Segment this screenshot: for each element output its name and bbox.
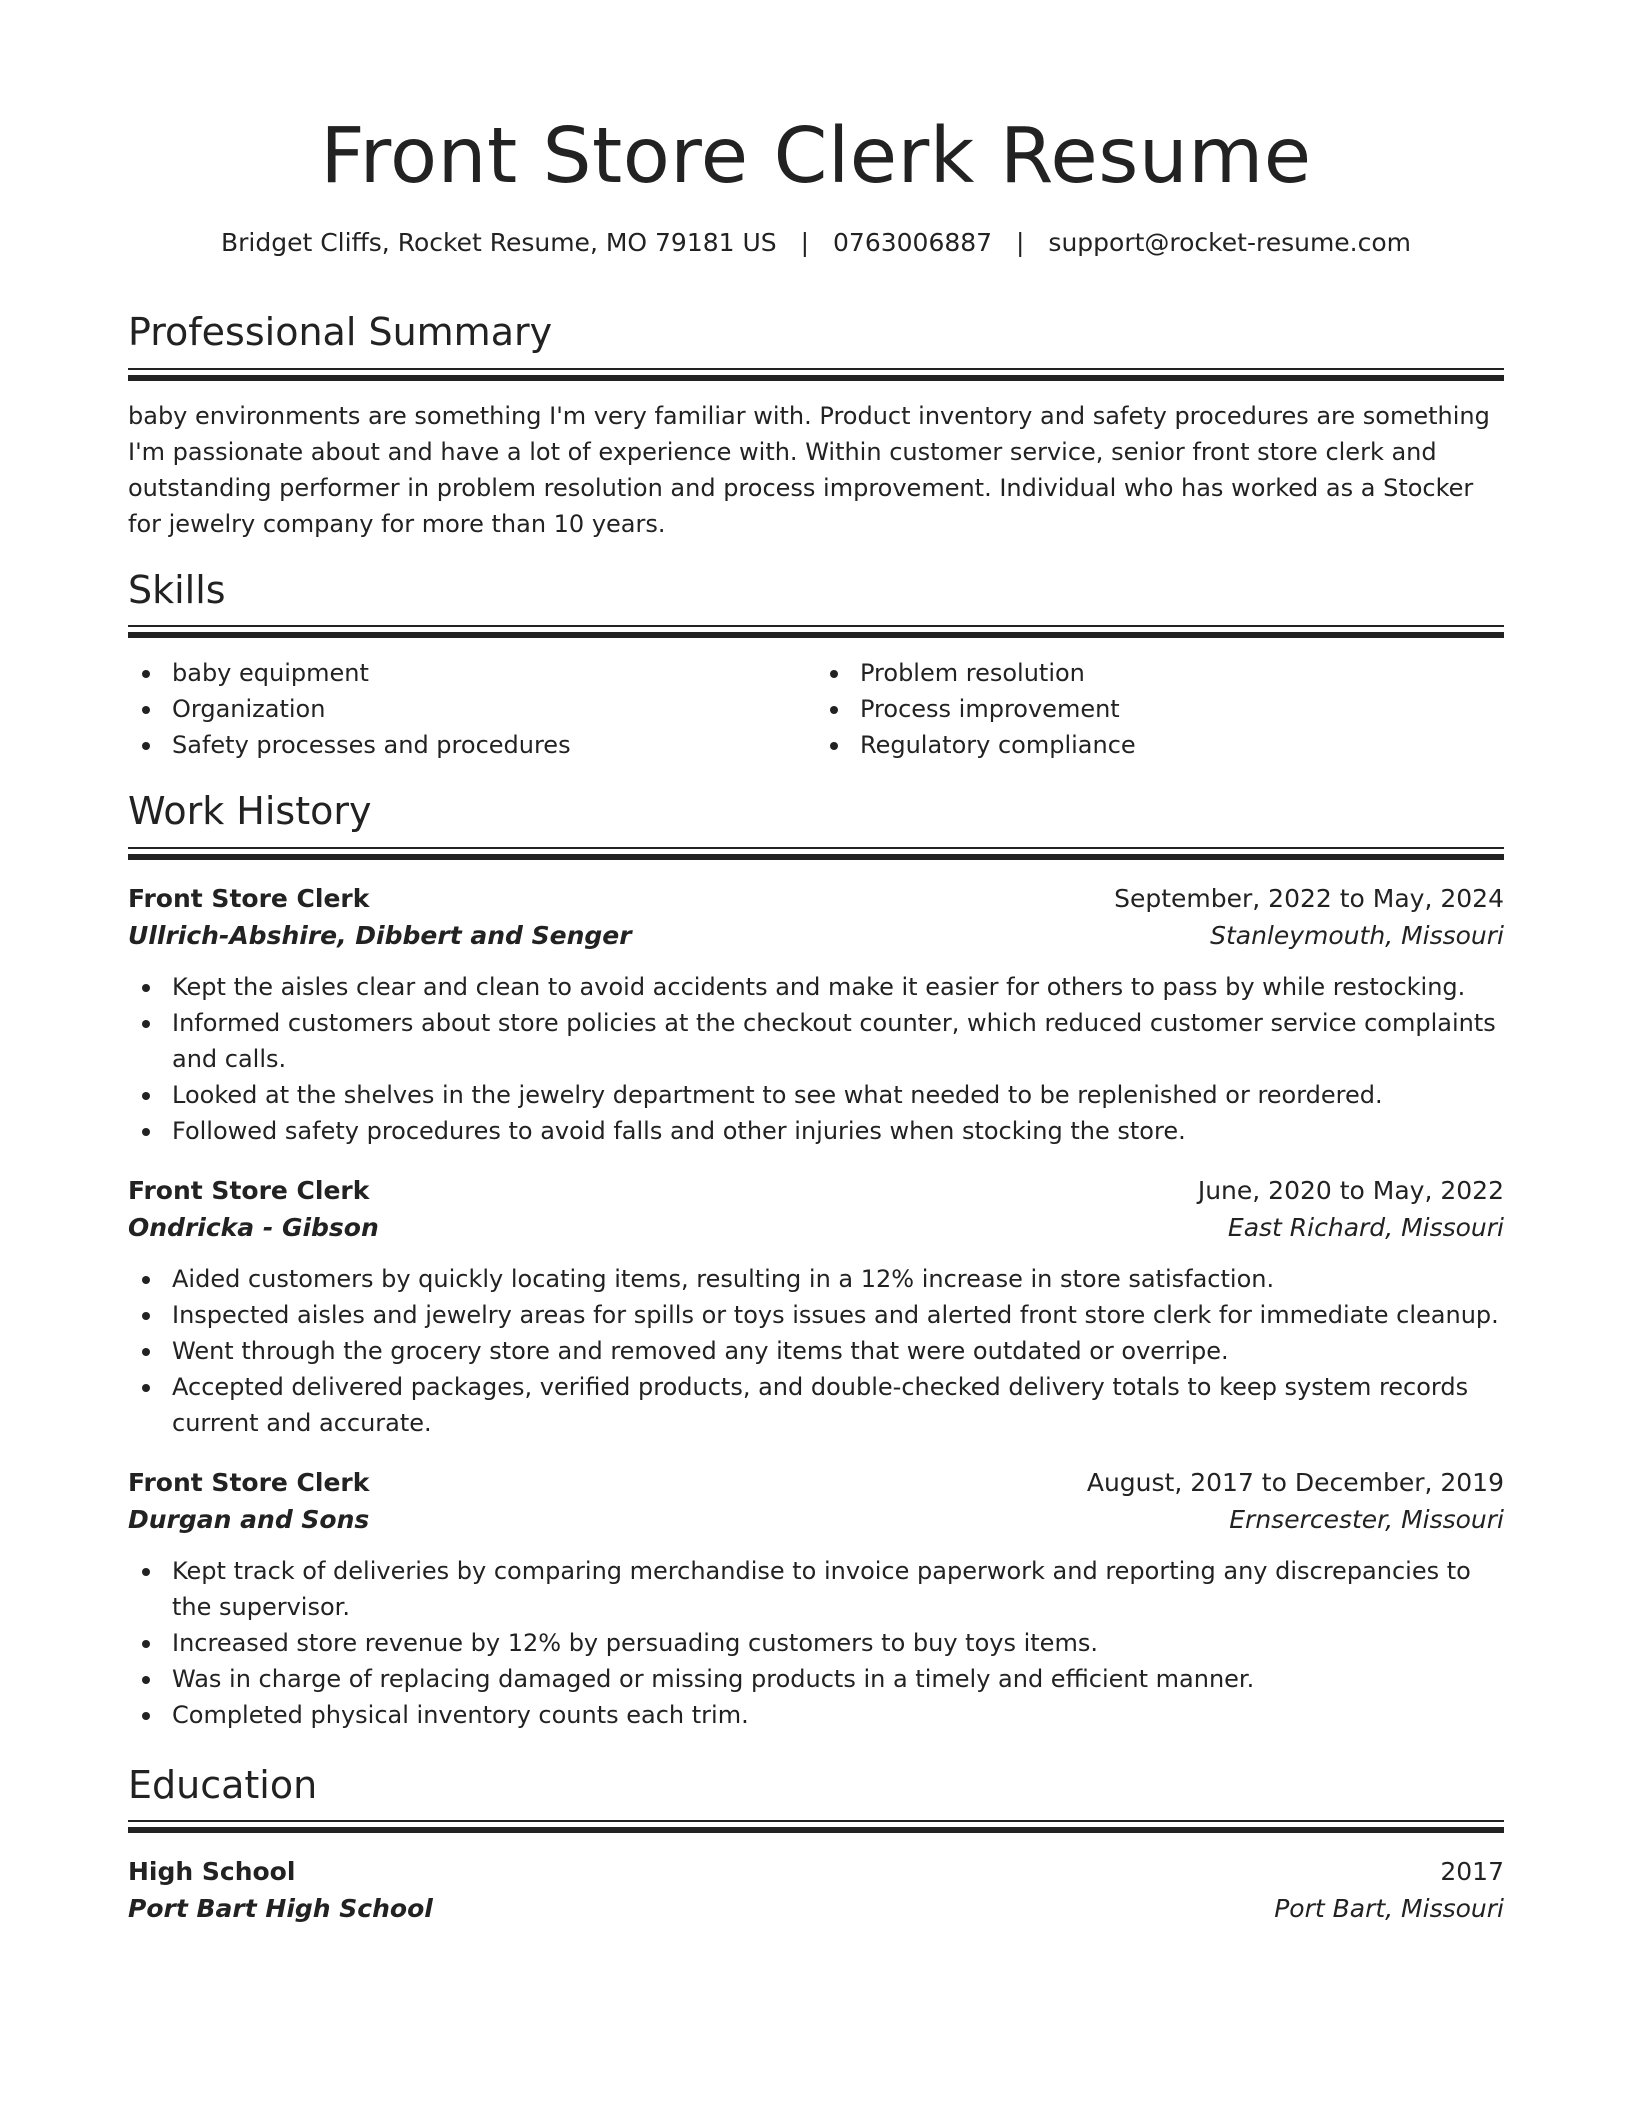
job-location: East Richard, Missouri — [1227, 1212, 1504, 1242]
job-company: Ullrich-Abshire, Dibbert and Senger — [128, 920, 632, 950]
job-list — [128, 881, 1504, 1733]
education-school: Port Bart High School — [128, 1894, 433, 1924]
job-location: Ernsercester, Missouri — [1229, 1504, 1504, 1534]
job-duty: Went through the grocery store and removed any items that were outdated or overripe. — [172, 1333, 1504, 1369]
job-duty: Followed safety procedures to avoid falls and other injuries when stocking the store. — [172, 1113, 1504, 1149]
job-duty: Informed customers about store policies at the checkout counter, which reduced customer service complaints and calls. — [172, 1005, 1504, 1077]
section-divider — [128, 368, 1504, 382]
contact-phone: 0763006887 — [833, 228, 993, 257]
section-title-education: Education — [128, 1762, 318, 1807]
skills-list — [128, 655, 1504, 763]
job-dates: September, 2022 to May, 2024 — [1114, 883, 1504, 913]
education-location: Port Bart, Missouri — [1274, 1894, 1504, 1924]
job-duties — [128, 969, 1504, 1149]
work-history-section — [128, 789, 1504, 1733]
job-duty: Looked at the shelves in the jewelry department to see what needed to be replenished or reordered. — [172, 1077, 1504, 1113]
contact-address: Bridget Cliffs, Rocket Resume, MO 79181 US — [220, 228, 777, 257]
contact-separator: | — [1016, 228, 1025, 257]
job-title: Front Store Clerk — [128, 1467, 370, 1497]
job-duty: Increased store revenue by 12% by persuading customers to buy toys items. — [172, 1625, 1504, 1661]
education-degree: High School — [128, 1857, 296, 1887]
contact-line — [128, 228, 1504, 258]
summary-section — [128, 310, 1504, 542]
section-divider — [128, 1820, 1504, 1834]
skills-section — [128, 568, 1504, 764]
job-dates: June, 2020 to May, 2022 — [1197, 1175, 1504, 1205]
job-entry — [128, 1465, 1504, 1733]
job-company: Ondricka - Gibson — [128, 1212, 379, 1242]
job-duties — [128, 1261, 1504, 1441]
resume-title: Front Store Clerk Resume — [320, 112, 1312, 201]
job-dates: August, 2017 to December, 2019 — [1086, 1467, 1504, 1497]
job-location: Stanleymouth, Missouri — [1210, 920, 1504, 950]
skill-item: Problem resolution — [860, 655, 1504, 691]
job-duty: Was in charge of replacing damaged or missing products in a timely and efficient manner. — [172, 1661, 1504, 1697]
job-duty: Kept the aisles clear and clean to avoid accidents and make it easier for others to pass by while restocking. — [172, 969, 1504, 1005]
contact-separator: | — [800, 228, 810, 257]
education-section — [128, 1763, 1504, 1929]
summary-text: baby environments are something I'm very familiar with. Product inventory and safety procedures are something I'm passionate about and have a lot of experience with. Within customer service, senior front store clerk and outstanding performer in problem resolution and process improvement. Individual who has worked as a Stocker for jewelry company for more than 10 years. — [128, 401, 1490, 538]
job-title: Front Store Clerk — [128, 883, 370, 913]
section-divider — [128, 625, 1504, 639]
section-title-summary: Professional Summary — [128, 310, 553, 354]
job-entry — [128, 881, 1504, 1149]
skill-item: Regulatory compliance — [860, 727, 1504, 763]
section-divider — [128, 847, 1504, 861]
job-duties — [128, 1553, 1504, 1733]
job-title: Front Store Clerk — [128, 1175, 370, 1205]
job-duty: Completed physical inventory counts each trim. — [172, 1697, 1504, 1733]
section-title-skills: Skills — [128, 567, 226, 612]
skills-column-left — [128, 655, 816, 763]
job-duty: Kept track of deliveries by comparing merchandise to invoice paperwork and reporting any discrepancies to the supervisor. — [172, 1553, 1504, 1625]
education-year: 2017 — [1440, 1857, 1504, 1887]
education-entry — [128, 1854, 1504, 1928]
skill-item: baby equipment — [172, 655, 816, 691]
skill-item: Safety processes and procedures — [172, 727, 816, 763]
job-duty: Accepted delivered packages, verified products, and double-checked delivery totals to keep system records current and accurate. — [172, 1369, 1504, 1441]
skill-item: Process improvement — [860, 691, 1504, 727]
contact-email: support@rocket-resume.com — [1048, 228, 1412, 257]
skill-item: Organization — [172, 691, 816, 727]
job-duty: Inspected aisles and jewelry areas for spills or toys issues and alerted front store clerk for immediate cleanup. — [172, 1297, 1504, 1333]
section-title-work-history: Work History — [128, 789, 372, 834]
job-company: Durgan and Sons — [128, 1504, 370, 1534]
job-entry — [128, 1173, 1504, 1441]
job-duty: Aided customers by quickly locating items, resulting in a 12% increase in store satisfaction. — [172, 1261, 1504, 1297]
skills-column-right — [816, 655, 1504, 763]
